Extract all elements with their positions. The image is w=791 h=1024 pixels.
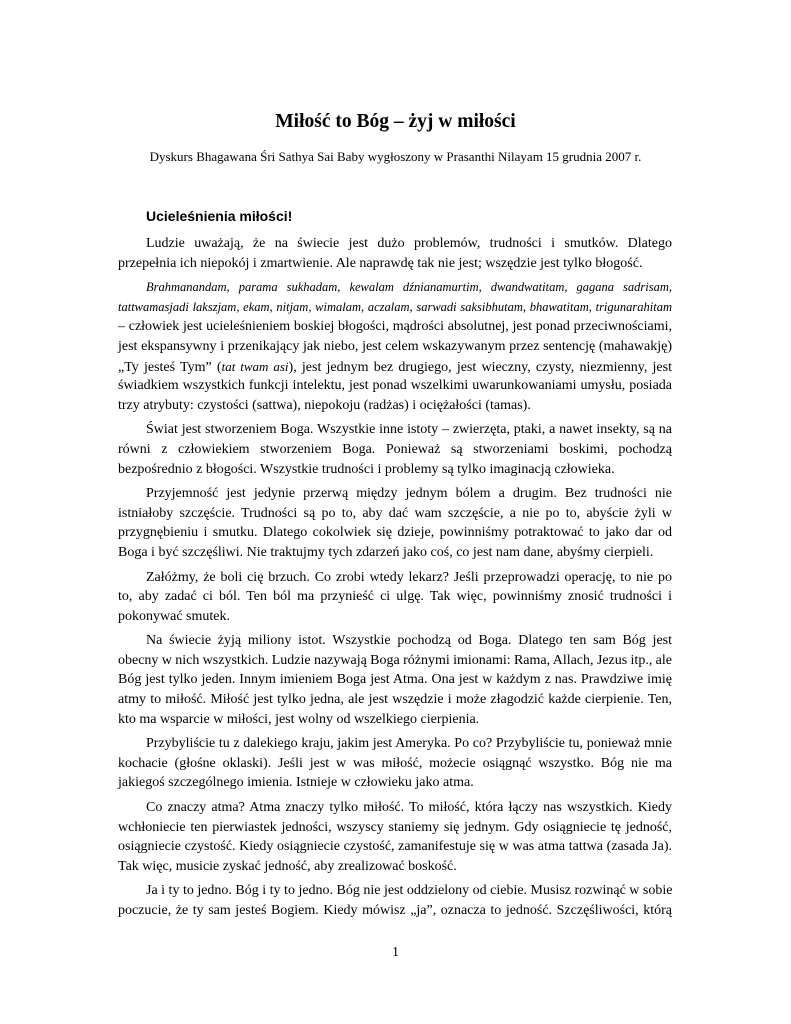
text-line: przepełnia ich niepokój i zmartwienie. Ale naprawdę tak nie jest; wszędzie jest tylko błogość. bbox=[118, 255, 643, 271]
text-line: trzy atrybuty: czystości (sattwa), niepokoju (radżas) i ociężałości (tamas). bbox=[118, 397, 531, 413]
text-line: pokonywać smutek. bbox=[118, 608, 230, 624]
text-line: Przybyliście tu z dalekiego kraju, jakim jest Ameryka. Po co? Przybyliście tu, ponieważ mnie bbox=[146, 736, 672, 752]
paragraph bbox=[118, 734, 672, 793]
text-line: kochacie (głośne oklaski). Jeśli jest w was miłość, możecie osiągnąć wszystko. Bóg nie ma bbox=[118, 755, 672, 771]
text-line: – człowiek jest ucieleśnieniem boskiej błogości, mądrości absolutnej, jest ponad przeciwnościami, bbox=[118, 319, 672, 335]
text-line: istniałoby szczęście. Trudności są po to, aby dać wam szczęście, a nie po to, abyście żyli w bbox=[118, 505, 672, 521]
text-line: osiągniecie czystość. Kiedy osiągniecie czystość, zamanifestuje się w was atma tattwa (zasada Ja). bbox=[118, 839, 672, 855]
text-line: Co znaczy atma? Atma znaczy tylko miłość. To miłość, która łączy nas wszystkich. Kiedy bbox=[146, 800, 672, 816]
paragraph bbox=[118, 631, 672, 729]
text-line: bezpośrednio z błogości. Wszystkie trudności i problemy są tylko imaginacją człowieka. bbox=[118, 461, 615, 477]
text-line bbox=[118, 357, 672, 377]
text-line: równi z człowiekiem stworzeniem Boga. Ponieważ są stworzeniami boskimi, pochodzą bbox=[118, 441, 672, 457]
document-subtitle: Dyskurs Bhagawana Śri Sathya Sai Baby wygłoszony w Prasanthi Nilayam 15 grudnia 2007 r. bbox=[149, 149, 642, 164]
paragraph bbox=[118, 420, 672, 479]
document-title: Miłość to Bóg – żyj w miłości bbox=[275, 111, 516, 132]
paragraph bbox=[118, 798, 672, 876]
paragraph bbox=[118, 484, 672, 562]
text-line: Przyjemność jest jedynie przerwą między jednym bólem a drugim. Bez trudności nie bbox=[146, 486, 672, 502]
page-number: 1 bbox=[392, 945, 399, 960]
sanskrit-term: tat twam asi bbox=[221, 358, 289, 374]
text-line: Tak więc, musicie zyskać jedność, aby zrealizować boskość. bbox=[118, 858, 457, 874]
text-line: to, aby zadać ci ból. Ten ból ma przynieść ci ulgę. Tak więc, powinniśmy znosić trudności i bbox=[118, 589, 672, 605]
text-line: poczucie, że ty sam jesteś Bogiem. Kiedy mówisz „ja”, oznacza to jedność. Szczęśliwości, którą bbox=[118, 903, 672, 918]
text-line: Bóg jest tylko jeden. Innym imieniem Boga jest Atma. Ona jest w każdym z nas. Prawdziwe imię bbox=[118, 672, 672, 688]
text-segment: ), jest jednym bez drugiego, jest wieczny, czysty, niezmienny, jest bbox=[288, 359, 672, 375]
section-heading: Ucieleśnienia miłości! bbox=[146, 208, 293, 224]
paragraph bbox=[118, 881, 672, 920]
text-line: świadkiem wszystkich funkcji intelektu, jest ponad wszelkimi uwarunkowaniami umysłu, posiada bbox=[118, 378, 672, 394]
text-line: atmy to miłość. Miłość jest tylko jedna, ale jest wszędzie i może złagodzić każde cierpienie. Ten, bbox=[118, 692, 672, 708]
text-line: Na świecie żyją miliony istot. Wszystkie pochodzą od Boga. Dlatego ten sam Bóg jest bbox=[146, 633, 672, 649]
sanskrit-line: tattwamasjadi lakszjam, ekam, nitjam, wimalam, aczalam, sarwadi saksibhutam, bhawatitam, trigunarahitam bbox=[118, 299, 672, 314]
text-line: obecny w nich wszystkich. Ludzie nazywają Boga różnymi imionami: Rama, Allach, Jezus itp., ale bbox=[118, 652, 672, 668]
text-line: Ja i ty to jedno. Bóg i ty to jedno. Bóg nie jest oddzielony od ciebie. Musisz rozwinąć w sobie bbox=[146, 883, 673, 899]
text-line: przygnębieniu i smutku. Dlatego cokolwiek się dzieje, powinniśmy potraktować to jako dar od bbox=[118, 525, 672, 541]
paragraph bbox=[118, 234, 672, 273]
text-line: jakiegoś szczególnego imienia. Istnieje w człowieku jako atma. bbox=[118, 775, 474, 791]
text-line: Ludzie uważają, że na świecie jest dużo problemów, trudności i smutków. Dlatego bbox=[146, 236, 672, 251]
sanskrit-line: Brahmanandam, parama sukhadam, kewalam dźnianamurtim, dwandwatitam, gagana sadrisam, bbox=[146, 280, 672, 295]
text-line: jest ekspansywny i przenikający jak niebo, jest celem wskazywanym przez sentencję (mahawakję) bbox=[118, 338, 672, 354]
text-line: Boga i być szczęśliwi. Nie traktujmy tych zdarzeń jako coś, co jest nam dane, abyśmy cierpieli. bbox=[118, 544, 654, 560]
text-line: wchłoniecie ten pierwiastek jedności, wszyscy staniemy się jednym. Gdy osiągniecie tę jedność, bbox=[118, 819, 672, 835]
text-line: kto ma wsparcie w miłości, jest wolny od wszelkiego cierpienia. bbox=[118, 711, 480, 727]
paragraph bbox=[118, 278, 672, 415]
paragraph bbox=[118, 568, 672, 627]
text-line: Świat jest stworzeniem Boga. Wszystkie inne istoty – zwierzęta, ptaki, a nawet insekty, są na bbox=[146, 422, 672, 438]
text-segment: „Ty jesteś Tym” ( bbox=[118, 359, 222, 375]
text-line: Załóżmy, że boli cię brzuch. Co zrobi wtedy lekarz? Jeśli przeprowadzi operację, to nie po bbox=[146, 569, 672, 585]
document-body bbox=[118, 234, 672, 926]
